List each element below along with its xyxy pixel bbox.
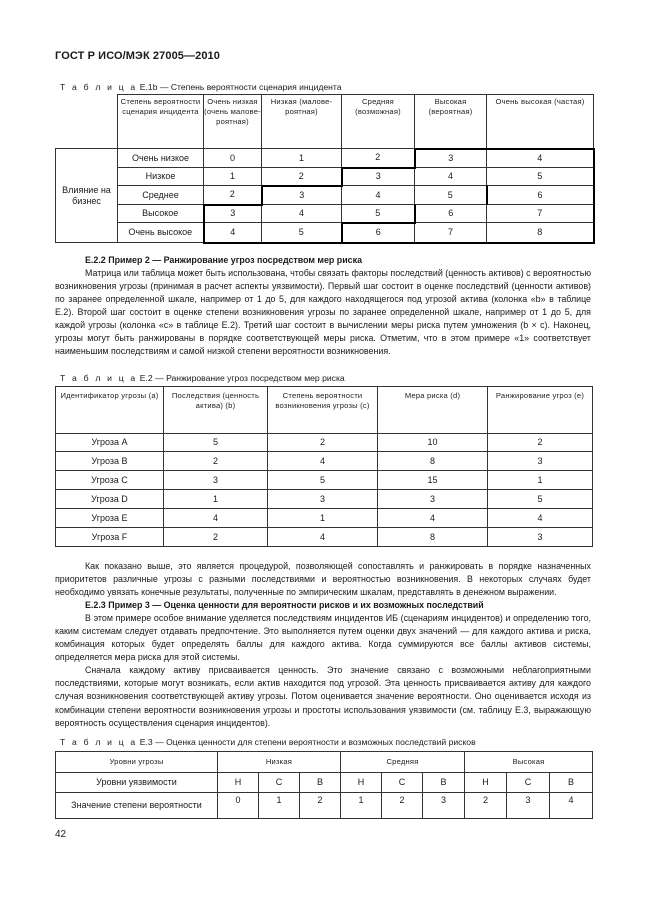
cell: 5 [262,223,342,243]
table-row [56,434,593,452]
table-row [56,490,593,509]
cell: 3 [415,149,487,168]
paragraph: Как показано выше, это является процедурой, позволяющей сопоставлять и ранжировать в порядке назначенных приоритетов различные угрозы с разными последствиями и вероятностью возникновения. В некоторых случаях будет необходимо увязать конечные результаты, полученные по эмпирическим шкалам, представлять в денежном выражении. [55,561,591,598]
cell: 4 [488,509,593,528]
table-e2 [55,386,593,547]
cell: 4 [262,205,342,223]
cell: 2 [164,452,268,471]
cell: 4 [164,509,268,528]
cell: 4 [204,223,262,243]
cell: 3 [262,186,342,205]
cell: С [382,773,423,793]
cell: Н [465,773,507,793]
cell: 1 [259,793,300,819]
cell: 2 [164,528,268,547]
row-label: Низкое [118,168,204,186]
section-heading: Е.2.3 Пример 3 — Оценка ценности для вероятности рисков и их возможных последствий [85,600,484,611]
cell: 5 [487,168,594,186]
cell: 4 [342,186,415,205]
cell: Угроза D [56,490,164,509]
cell: 5 [488,490,593,509]
caption-prefix: Т а б л и ц а [60,737,138,747]
page-number: 42 [55,829,67,840]
cell: 2 [204,186,262,205]
table-e3 [55,751,593,819]
cell: 3 [378,490,488,509]
table-e3-caption [60,737,476,747]
cell: Угроза А [56,434,164,452]
caption-prefix: Т а б л и ц а [60,373,138,383]
col-header: Степень вероятности возникновения угрозы (c) [268,387,378,434]
caption-prefix: Т а б л и ц а [60,82,138,92]
cell: 4 [550,793,593,819]
cell: 1 [262,149,342,168]
vuln-label: Уровни уязвимости [56,773,218,793]
cell: В [300,773,341,793]
cell: 4 [378,509,488,528]
cell: 8 [378,452,488,471]
col-header: Очень высокая (частая) [487,95,594,149]
threat-level-label: Уровни угрозы [56,752,218,773]
col-header: Мера риска (d) [378,387,488,434]
cell: 5 [415,186,487,205]
col-header: Очень низкая (очень малове-роятная) [204,95,262,149]
cell: 1 [488,471,593,490]
cell: 0 [204,149,262,168]
threat-level: Высокая [465,752,593,773]
cell: Н [341,773,382,793]
caption-text: Е.1b — Степень вероятности сценария инцидента [139,82,342,92]
cell: 2 [262,168,342,186]
value-label: Значение степени вероятности [56,793,218,819]
cell: В [423,773,465,793]
col-header: Последствия (ценность актива) (b) [164,387,268,434]
cell: 10 [378,434,488,452]
cell: 8 [487,223,594,243]
cell: 3 [488,528,593,547]
col-header: Средняя (возможная) [342,95,415,149]
cell: 2 [300,793,341,819]
cell: 8 [378,528,488,547]
cell: 3 [204,205,262,223]
cell: 4 [487,149,594,168]
row-label: Высокое [118,205,204,223]
corner-header: Степень вероятности сценария инцидента [118,95,204,149]
document-header: ГОСТ Р ИСО/МЭК 27005—2010 [55,50,220,62]
cell: 3 [164,471,268,490]
cell: 3 [488,452,593,471]
caption-text: Е.3 — Оценка ценности для степени вероятности и возможных последствий рисков [139,737,476,747]
cell: 3 [268,490,378,509]
section-heading: Е.2.2 Пример 2 — Ранжирование угроз посредством мер риска [85,255,362,265]
cell: 3 [342,168,415,186]
cell: 2 [382,793,423,819]
cell: 3 [423,793,465,819]
cell: 4 [268,528,378,547]
cell: 1 [164,490,268,509]
table-row [56,471,593,490]
cell: Н [218,773,259,793]
section-paragraph: В этом примере особое внимание уделяется последствиям инцидентов ИБ (сценариям инцидентов) и определению того, каким системам следует отдавать предпочтение. Это выполняется путем оценки двух значений — для каждого актива и риска, комбинация которых будет определять баллы для каждого актива. Когда суммируются все баллы активов системы, определяется мера риска для этой системы. [55,613,591,663]
empty-corner [56,95,118,149]
table-e1b [55,94,595,244]
cell: 7 [415,223,487,243]
cell: 6 [342,223,415,243]
cell: Угроза С [56,471,164,490]
section-e23 [55,560,591,730]
cell: Угроза В [56,452,164,471]
cell: 1 [268,509,378,528]
row-group-label: Влияние на бизнес [56,149,118,243]
cell: 6 [487,186,594,205]
table-row [56,452,593,471]
cell: С [507,773,550,793]
cell: 2 [342,149,415,168]
cell: С [259,773,300,793]
cell: 5 [164,434,268,452]
cell: 2 [268,434,378,452]
row-label: Очень низкое [118,149,204,168]
cell: 1 [341,793,382,819]
section-paragraph: Матрица или таблица может быть использована, чтобы связать факторы последствий (ценность активов) с вероятностью возникновения угрозы (принимая в расчет аспекты уязвимости). Первый шаг состоит в оценке последствий (ценности активов) по заранее определенной шкале, например от 1 до 5, для каждого находящегося под угрозой актива (колонка «b» в таблице Е.2). Второй шаг состоит в оценке степени возникновения угрозы по заранее определенной шкале, например от 1 до 5, для каждой угрозы (колонка «с» в таблице Е.2). Третий шаг состоит в вычислении меры риска путем умножения (b × c). Наконец, угрозы могут быть ранжированы в порядке соответствующей меры риска. Отметим, что в этом примере «1» соответствует наименьшим последствиям и самой низкой степени вероятности возникновения. [55,268,591,357]
cell: 3 [507,793,550,819]
col-header: Низкая (малове-роятная) [262,95,342,149]
cell: Угроза Е [56,509,164,528]
cell: В [550,773,593,793]
cell: 4 [415,168,487,186]
cell: 5 [268,471,378,490]
table-e2-caption [60,373,345,383]
cell: 4 [268,452,378,471]
threat-level: Низкая [218,752,341,773]
cell: 5 [342,205,415,223]
cell: 7 [487,205,594,223]
section-paragraph: Сначала каждому активу присваивается ценность. Это значение связано с возможными неблагоприятными последствиями, которые могут возникать, если актив находится под угрозой. Эта ценность присваивается активу для каждого случая возникновения соответствующей активу угрозы. Потом оценивается значение вероятности. Оно оценивается исходя из комбинации степени вероятности возникновения угрозы и простоты использования уязвимости (см. таблицу Е.3, выражающую вероятность осуществления сценария инцидентов). [55,665,591,728]
cell: 2 [488,434,593,452]
cell: 15 [378,471,488,490]
table-row [56,528,593,547]
cell: 6 [415,205,487,223]
row-label: Среднее [118,186,204,205]
cell: 0 [218,793,259,819]
caption-text: Е.2 — Ранжирование угроз посредством мер риска [139,373,345,383]
col-header: Высокая (вероятная) [415,95,487,149]
cell: 2 [465,793,507,819]
table-row [56,509,593,528]
col-header: Идентификатор угрозы (a) [56,387,164,434]
row-label: Очень высокое [118,223,204,243]
section-e22 [55,254,591,358]
cell: Угроза F [56,528,164,547]
cell: 1 [204,168,262,186]
threat-level: Средняя [341,752,465,773]
table-e1b-caption [60,82,342,92]
col-header: Ранжирование угроз (e) [488,387,593,434]
